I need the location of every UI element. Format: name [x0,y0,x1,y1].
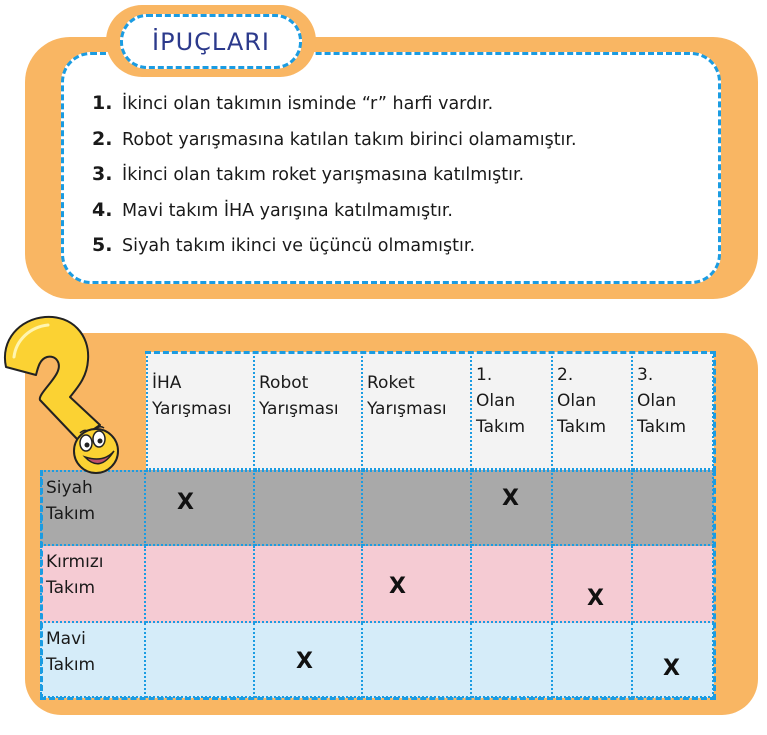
clue-text: İkinci olan takım roket yarışmasına katılmıştır. [122,165,525,185]
header-line: 2. [557,365,574,385]
row-label-kirmizi [40,546,146,623]
row-label-siyah [40,470,146,546]
row-label-line: Takım [46,578,96,598]
clues-title-box [120,14,302,69]
clue-number: 4. [92,198,113,221]
header-line: Roket [367,373,415,393]
clue-number: 1. [92,92,113,114]
header-line: Yarışması [152,399,232,419]
clue-item [92,193,577,229]
clues-title: İPUÇLARI [152,27,270,56]
cell-kirmizi-second[interactable] [553,546,633,623]
row-label-line: Takım [46,504,96,524]
cell-kirmizi-third[interactable] [633,546,714,623]
clue-text: Mavi takım İHA yarışına katılmamıştır. [122,200,453,221]
row-label-line: Takım [46,655,96,675]
cell-siyah-robot[interactable] [255,470,363,546]
header-line: 3. [637,365,654,385]
cell-siyah-third[interactable] [633,470,714,546]
clue-item [92,86,577,122]
cell-siyah-second[interactable] [553,470,633,546]
header-second-place [553,352,633,470]
clue-list [92,86,577,264]
cell-mavi-second[interactable] [553,623,633,698]
header-line: Yarışması [367,399,447,419]
cell-mavi-first[interactable] [472,623,553,698]
cell-kirmizi-iha[interactable] [146,546,255,623]
row-label-line: Kırmızı [46,552,104,572]
clue-number: 3. [92,163,113,185]
clue-item [92,157,577,193]
header-line: 1. [476,365,493,385]
header-line: Takım [637,417,687,437]
mark-mavi-third: X [663,656,680,681]
header-line: Takım [557,417,607,437]
mark-siyah-iha: X [177,490,194,515]
header-roket [363,352,472,470]
header-third-place [633,352,714,470]
cell-kirmizi-robot[interactable] [255,546,363,623]
header-line: Olan [557,391,597,411]
clue-number: 2. [92,127,113,150]
cell-kirmizi-first[interactable] [472,546,553,623]
clue-text: Siyah takım ikinci ve üçüncü olmamıştır. [122,236,476,256]
clue-item [92,228,577,264]
header-line: Olan [476,391,516,411]
question-mark-smiley-icon [0,305,125,480]
clue-text: Robot yarışmasına katılan takım birinci olamamıştır. [122,129,577,150]
cell-siyah-iha[interactable] [146,470,255,546]
header-line: Robot [259,373,309,393]
row-label-line: Mavi [46,629,86,649]
header-first-place [472,352,553,470]
mark-siyah-first: X [502,486,519,511]
cell-mavi-iha[interactable] [146,623,255,698]
header-line: Yarışması [259,399,339,419]
cell-mavi-roket[interactable] [363,623,472,698]
header-line: İHA [152,373,182,393]
row-label-mavi [40,623,146,698]
cell-kirmizi-roket[interactable] [363,546,472,623]
mark-mavi-robot: X [296,649,313,674]
header-line: Olan [637,391,677,411]
mark-kirmizi-second: X [587,586,604,611]
header-robot [255,352,363,470]
clue-item [92,122,577,158]
row-label-line: Siyah [46,478,93,498]
clue-number: 5. [92,234,113,256]
header-iha [146,352,255,470]
clue-text: İkinci olan takımın isminde “r” harfi vardır. [122,94,494,114]
cell-siyah-roket[interactable] [363,470,472,546]
header-line: Takım [476,417,526,437]
mark-kirmizi-roket: X [389,574,406,599]
